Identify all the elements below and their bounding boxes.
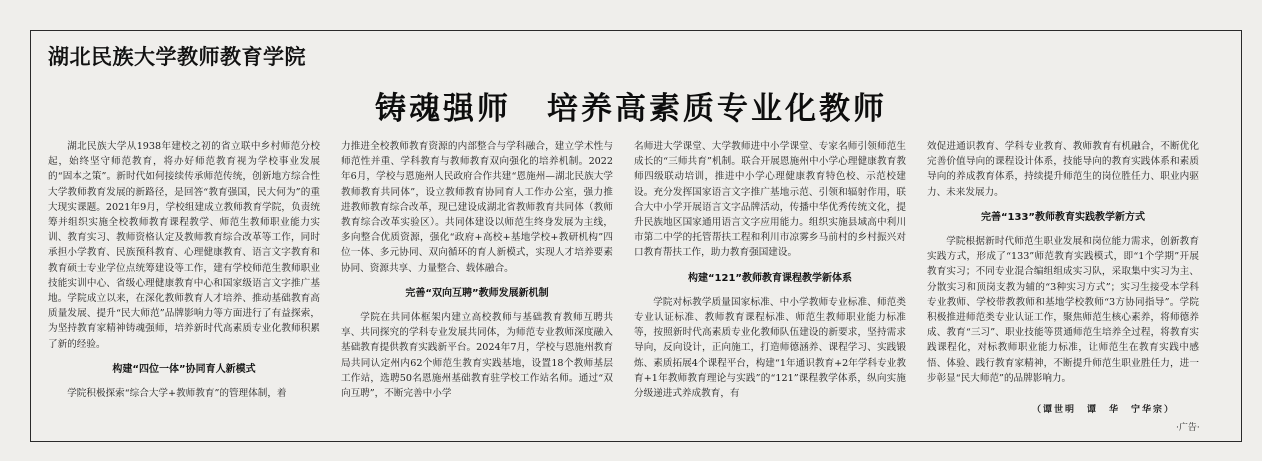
article-column-2 xyxy=(341,139,613,401)
byline: （谭世明 谭 华 宁华宗） xyxy=(1032,405,1176,415)
headline-part-1: 铸魂强师 xyxy=(375,91,511,127)
body-paragraph: 学院对标教学质量国家标准、中小学教师专业标准、师范类专业认证标准、教师教育课程标准、师范生教师职业能力标准等，按照新时代高素质专业化教师队伍建设的新要求，坚持需求导向，反向设计，正向施工，打造师德涵养、课程学习、实践锻炼、素质拓展4个课程平台，构建“1年通识教育+2年学科专业教育+1年教师教育理论与实践”的“121”课程教学体系，纵向实施分级递进式养成教育，有 xyxy=(634,296,906,400)
headline-part-2: 培养高素质专业化教师 xyxy=(547,91,887,127)
section-heading: 完善“双向互聘”教师发展新机制 xyxy=(405,287,549,299)
ad-tag: ·广告· xyxy=(1176,423,1200,433)
body-paragraph: 学院根据新时代师范生职业发展和岗位能力需求，创新教育实践方式，形成了“133”师范教育实践模式，即“1个学期”开展教育实习；不同专业混合编组组成实习队，采取集中实习为主、分散实习和顶岗支教为辅的“3种实习方式”；实习生接受本学科专业教师、学校带教教师和基地学校教师“3方协同指导”。学院积极推进师范类专业认证工作，聚焦师范生核心素养，将师德养成、教育“三习”、职业技能等贯通师范生培养全过程，将教育实践课程化，对标教师职业能力标准，让师范生在教育实践中感悟、体验、践行教育家精神，不断提升师范生职业胜任力，进一步彰显“民大师范”的品牌影响力。 xyxy=(927,236,1199,384)
body-paragraph: 名师进大学课堂、大学教师进中小学课堂、专家名师引领师范生成长的“三师共育”机制。联合开展恩施州中小学心理健康教育教师四级联动培训，推进中小学心理健康教育特色校、示范校建设。充分发挥国家语言文字推广基地示范、引领和辐射作用，联合大中小学开展语言文字品牌活动，传播中华优秀传统文化，提升民族地区国家通用语言文字应用能力。组织实施县域高中利川市第二中学的托管帮扶工程和利川市凉雾乡马前村的乡村振兴对口教育帮扶工作，助力教育强国建设。 xyxy=(634,141,906,259)
section-heading: 完善“133”教师教育实践教学新方式 xyxy=(980,211,1146,223)
body-paragraph: 学院在共同体框架内建立高校教师与基础教育教师互聘共享、共同探究的学科专业发展共同体，为师范专业教师深度融入基础教育提供教育实践新平台。2024年7月，学校与恩施州教育局共同认定州内62个师范生教育实践基地，设置18个教师基层工作站，选聘50名恩施州基础教育驻学校工作站名师。通过“双向互聘”，不断完善中小学 xyxy=(341,312,613,400)
section-heading: 构建“121”教师教育课程教学新体系 xyxy=(687,272,853,284)
section-heading: 构建“四位一体”协同育人新模式 xyxy=(112,363,256,375)
body-paragraph: 湖北民族大学从1938年建校之初的省立联中乡村师范分校起，始终坚守师范教育，将办好师范教育视为学校事业发展的“固本之策”。新时代如何接续传承师范传统，创新地方综合性大学教师教育发展的新路径，是回答“教育强国，民大何为”的重大现实课题。2021年9月，学校组建成立教师教育学院，负责统筹并组织实施全校教师教育课程教学、师范生教师职业能力实训、教育实习、教师资格认定及教师教育综合改革等工作，同时承担小学教育、民族预科教育、心理健康教育、语言文字教育和教育硕士专业学位点统筹建设等工作，建有学校师范生教师职业技能实训中心、省级心理健康教育中心和国家级语言文字推广基地。学院成立以来，在深化教师教育人才培养、推动基础教育高质量发展、提升“民大师范”品牌影响力等方面进行了有益探索，为坚持教育家精神铸魂强师，培养新时代高素质专业化教师积累了新的经验。 xyxy=(48,141,320,350)
body-paragraph: 力推进全校教师教育资源的内部整合与学科融合，建立学术性与师范性并重、学科教育与教师教育双向强化的培养机制。2022年6月，学校与恩施州人民政府合作共建“恩施州—湖北民族大学教师教育共同体”，设立教师教育协同育人工作办公室，强力推进教师教育综合改革，现已建设成湖北省教师教育共同体（教师教育综合改革实验区）。共同体建设以师范生终身发展为主线，多向整合优质资源，强化“政府+高校+基地学校+教研机构”四位一体、多元协同、双向循环的育人新模式，实现人才培养要素协同、资源共享、力量整合、载体融合。 xyxy=(341,141,613,274)
article-column-3 xyxy=(634,139,906,401)
body-paragraph: 效促进通识教育、学科专业教育、教师教育有机融合，不断优化完善价值导向的课程设计体系，技能导向的教育实践体系和素质导向的养成教育体系，持续提升师范生的岗位胜任力、职业内驱力、未来发展力。 xyxy=(927,141,1199,198)
body-paragraph: 学院积极探索“综合大学+教师教育”的管理体制，着 xyxy=(67,388,287,400)
headline xyxy=(0,83,1262,128)
institution-name: 湖北民族大学教师教育学院 xyxy=(48,45,306,69)
article-column-1 xyxy=(48,139,320,401)
article-column-4 xyxy=(927,139,1199,386)
